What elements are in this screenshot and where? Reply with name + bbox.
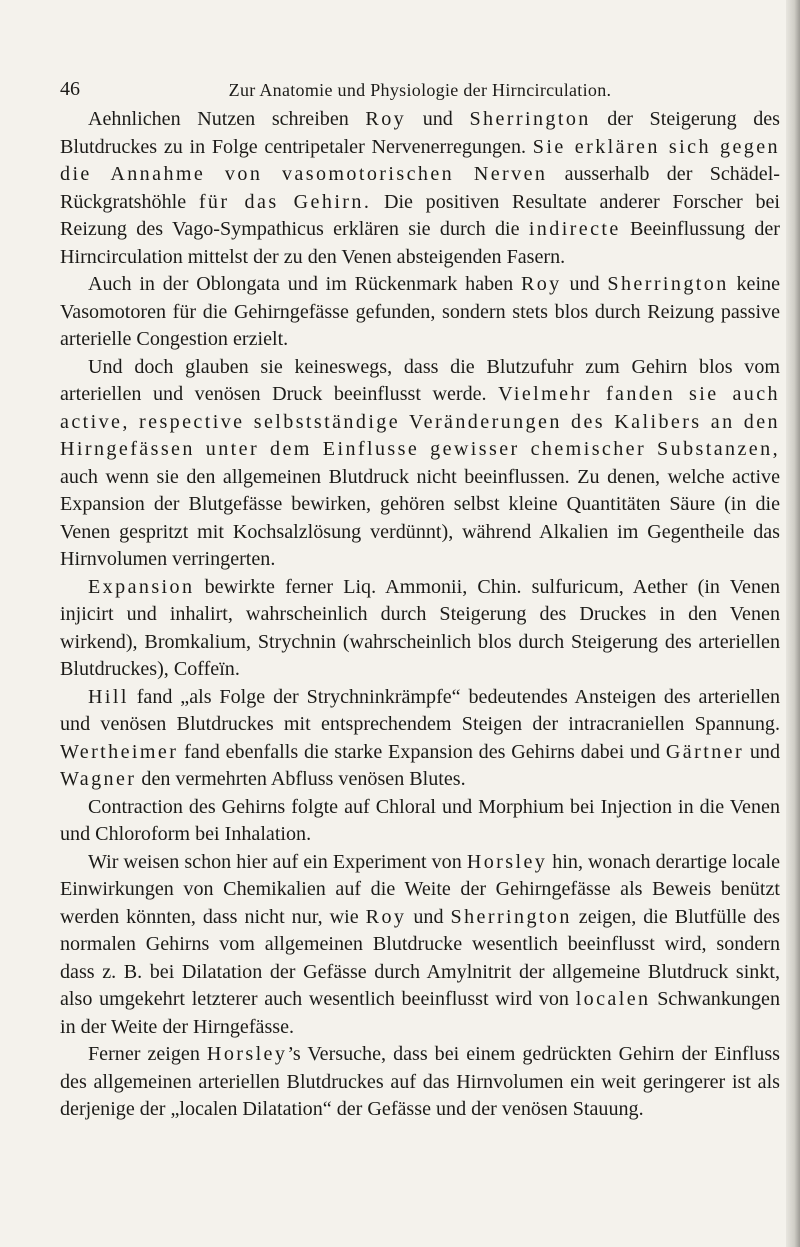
text-run: keine Vasomotoren für die Gehirngefässe gefunden, sondern stets blos durch Reizung passive arterielle Congestion erzielt. bbox=[60, 273, 780, 350]
spaced-emphasis-text: Wagner bbox=[60, 768, 137, 790]
spaced-emphasis-text: Horsley bbox=[206, 1043, 288, 1065]
paragraph bbox=[60, 849, 780, 1042]
spaced-emphasis-text: Sherrington bbox=[607, 273, 729, 295]
text-run: bewirkte ferner Liq. Ammonii, Chin. sulfuricum, Aether (in Venen injicirt und inhalirt, wahrscheinlich durch Steigerung des Druckes in den Venen wirkend), Bromkalium, Strychnin (wahrscheinlich blos durch Steigerung des arteriellen Blutdruckes), Coffeïn. bbox=[60, 575, 780, 680]
book-page bbox=[60, 72, 780, 1124]
running-title: Zur Anatomie und Physiologie der Hirncirculation. bbox=[228, 80, 612, 100]
paragraph bbox=[60, 794, 780, 849]
paragraph bbox=[60, 684, 780, 794]
spaced-emphasis-text: Hill bbox=[88, 685, 129, 708]
spaced-emphasis-text: Horsley bbox=[466, 850, 548, 873]
text-run: Beeinflussung der Hirncirculation mittelst der zu den Venen absteigenden Fasern. bbox=[60, 218, 780, 268]
page-header bbox=[60, 72, 780, 106]
spaced-emphasis-text: Vielmehr fanden sie auch active, respective selbstständige Veränderungen des Kalibers an den Hirngefässen unter dem Einflusse gewisser chemischer Substanzen, bbox=[60, 383, 780, 460]
text-run: ’s Versuche, dass bei einem gedrückten Gehirn der Einfluss des allgemeinen arteriellen Blutdruckes auf das Hirnvolumen ein weit geringerer ist als derjenige der „localen Dilatation“ der Gefässe und der venösen Stauung. bbox=[60, 1043, 780, 1120]
paragraph bbox=[60, 574, 780, 684]
text-run: auch wenn sie den allgemeinen Blutdruck nicht beeinflussen. Zu denen, welche active Expansion der Blutgefässe bewirken, gehören selbst kleine Quantitäten Säure (in die Venen gespritzt mit Kochsalzlösung verdünnt), während Alkalien im Gegentheile das Hirnvolumen verringerten. bbox=[60, 465, 780, 570]
text-run: fand „als Folge der Strychninkrämpfe“ bedeutendes Ansteigen des arteriellen und venösen Blutdruckes mit entsprechendem Steigen der intracraniellen Spannung. bbox=[60, 685, 780, 735]
spaced-emphasis-text: localen bbox=[575, 988, 651, 1010]
text-run: Ferner zeigen bbox=[88, 1043, 207, 1065]
spaced-emphasis-text: für das Gehirn. bbox=[198, 190, 372, 213]
text-run: fand ebenfalls die starke Expansion des Gehirns dabei und bbox=[178, 740, 666, 763]
spaced-emphasis-text: Sherrington bbox=[450, 905, 572, 928]
text-run: Contraction des Gehirns folgte auf Chloral und Morphium bei Injection in die Venen und Chloroform bei Inhalation. bbox=[60, 795, 780, 845]
text-run: zeigen, die Blutfülle des normalen Gehirns vom allgemeinen Blutdrucke wesentlich beeinflusst wird, sondern dass z. B. bei Dilatation der Gefässe durch Amylnitrit der allgemeine Blutdruck sinkt, also umgekehrt letzterer auch wesentlich beeinflusst wird von bbox=[60, 905, 781, 1010]
text-run: und bbox=[561, 273, 608, 295]
paragraph bbox=[60, 1041, 780, 1124]
spaced-emphasis-text: Wertheimer bbox=[60, 740, 179, 763]
spaced-emphasis-text: Sherrington bbox=[469, 108, 591, 130]
text-run: den vermehrten Abfluss venösen Blutes. bbox=[136, 768, 466, 790]
text-run: und bbox=[744, 740, 780, 763]
spaced-emphasis-text: Roy bbox=[365, 905, 407, 928]
text-run: Auch in der Oblongata und im Rückenmark haben bbox=[88, 273, 521, 295]
spaced-emphasis-text: Roy bbox=[365, 108, 407, 130]
text-run: Die positiven Resultate anderer Forscher bei Reizung des Vago-Sympathicus erklären sie durch die bbox=[60, 190, 780, 240]
paragraph bbox=[60, 106, 780, 271]
book-spine-edge bbox=[786, 0, 800, 1247]
body-text bbox=[60, 106, 780, 1124]
text-run: Wir weisen schon hier auf ein Experiment von bbox=[88, 850, 467, 873]
spaced-emphasis-text: indirecte bbox=[528, 218, 621, 240]
spaced-emphasis-text: Expansion bbox=[88, 575, 195, 598]
spaced-emphasis-text: Sie erklären sich gegen die Annahme von vasomotorischen Nerven bbox=[60, 135, 781, 185]
spaced-emphasis-text: Roy bbox=[520, 273, 562, 295]
text-run: hin, wonach derartige locale Einwirkungen von Chemikalien auf die Weite der Gehirngefässe als Beweis benützt werden könnten, dass nicht nur, wie bbox=[60, 850, 780, 928]
text-run: und bbox=[406, 108, 470, 130]
text-run: der Steigerung des Blutdruckes zu in Folge centripetaler Nervenerregungen. bbox=[60, 108, 780, 158]
spaced-emphasis-text: Gärtner bbox=[665, 740, 745, 763]
text-run: Schwankungen in der Weite der Hirngefässe. bbox=[60, 988, 780, 1038]
paragraph bbox=[60, 354, 780, 574]
text-run: Aehnlichen Nutzen schreiben bbox=[88, 108, 366, 130]
page-number: 46 bbox=[60, 78, 80, 100]
text-run: und bbox=[406, 905, 451, 928]
text-run: ausserhalb der Schädel-Rückgratshöhle bbox=[60, 163, 780, 213]
text-run: Und doch glauben sie keineswegs, dass die Blutzufuhr zum Gehirn blos vom arteriellen und venösen Druck beeinflusst werde. bbox=[60, 355, 780, 405]
paragraph bbox=[60, 271, 780, 354]
